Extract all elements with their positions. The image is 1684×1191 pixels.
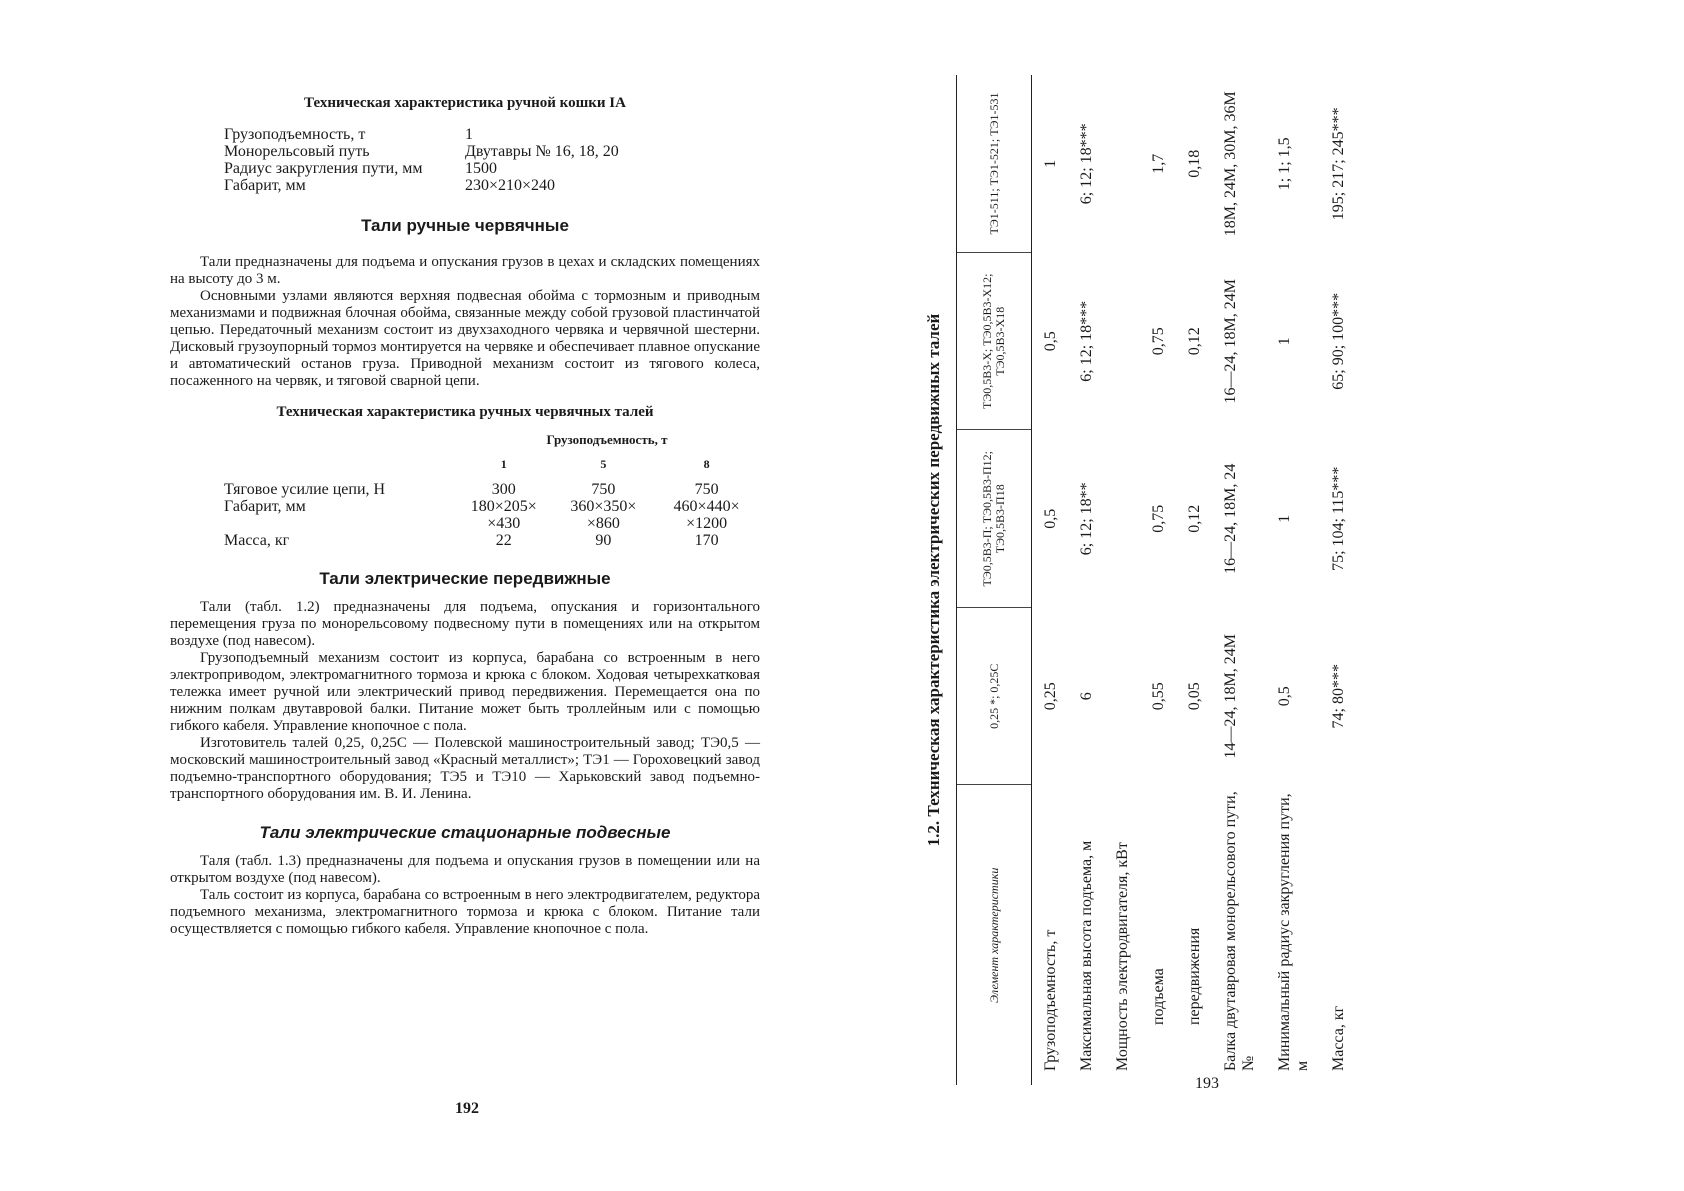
cell: 0,75 [1150,327,1167,356]
cell: 300 [491,481,516,498]
spec-value: 230×210×240 [465,177,556,194]
table-title: 1.2. Техническая характеристика электрических передвижных талей [924,313,943,847]
cell: 16—24, 18М, 24М [1222,279,1239,404]
spec-name: Монорельсовый путь [224,143,370,160]
cell: 170 [694,532,719,549]
left-page [170,95,760,938]
table-row [170,481,760,498]
column-header: Элемент характеристики [957,785,1032,1085]
paragraph: Таль состоит из корпуса, барабана со встроенным в него электродвигателем, редуктора подъемного механизма, электромагнитного тормоза и крюка с блоком. Питание тали осуществляется с помощью гибкого кабеля. Управление кнопочное с пола. [170,887,760,937]
row-label: Мощность электродвигателя, кВт [1114,842,1131,1071]
cell: 750 [591,481,616,498]
row-label: Минимальный радиус закругления пути, м [1276,793,1311,1071]
table-row [170,532,760,549]
cell: 22 [495,532,512,549]
cell: 1,7 [1150,153,1167,174]
row-label: Грузоподъемность, т [1042,929,1059,1071]
worm-hoist-table [170,431,760,549]
cell: 0,12 [1186,327,1203,356]
column-header: ТЭ0,5В3-П; ТЭ0,5В3-П12; ТЭ0,5В3-П18 [957,430,1032,608]
cell: 195; 217; 245*** [1330,107,1347,221]
column-header: ТЭ0,5В3-Х; ТЭ0,5В3-Х12; ТЭ0,5В3-Х18 [957,253,1032,431]
cell: 65; 90; 100*** [1330,292,1347,390]
cart-spec-list [170,126,760,194]
cell [1104,430,1140,608]
cell: 75; 104; 115*** [1330,466,1347,571]
cell: 0,75 [1150,504,1167,533]
cell: 1; 1; 1,5 [1276,137,1293,191]
cell: 6; 12; 18*** [1078,300,1095,382]
cell: 750 [694,481,719,498]
cell: 1 [1276,514,1293,523]
column-header: 5 [600,457,607,471]
column-header: 0,25 *; 0,25С [957,608,1032,786]
heading-stationary-hoists: Тали электрические стационарные подвесные [259,823,671,842]
spec-name: Габарит, мм [224,177,306,194]
cell: 0,5 [1042,331,1059,352]
cell: 460×440× ×1200 [673,498,740,532]
row-label: Масса, кг [224,532,290,549]
spec-name: Грузоподъемность, т [224,126,366,143]
cell: 6; 12; 18*** [1078,123,1095,205]
paragraph: Тали предназначены для подъема и опускания грузов в цехах и складских помещениях на высоту до 3 м. [170,254,760,287]
page-number-left: 192 [455,1100,479,1117]
cell: 0,25 [1042,682,1059,711]
cart-spec-caption: Техническая характеристика ручной кошки IA [304,95,626,111]
table-row [1104,75,1140,1085]
paragraph: Тали (табл. 1.2) предназначены для подъема, опускания и горизонтального перемещения груза по монорельсовому подвесному пути в помещениях или на открытом воздухе (под навесом). [170,599,760,649]
cell: 0,05 [1186,682,1203,711]
spec-value: 1500 [465,160,497,177]
row-label: передвижения [1186,927,1203,1025]
cell: 90 [595,532,612,549]
paragraph: Изготовитель талей 0,25, 0,25С — Полевской машиностроительный завод; ТЭ0,5 — московский машиностроительный завод «Красный металлист»; ТЭ1 — Гороховецкий завод подъемно-транспортного оборудования; ТЭ5 и ТЭ10 — Харьковский завод подъемно-транспортного оборудования им. В. И. Ленина. [170,735,760,802]
cell [1104,253,1140,431]
spec-row [170,160,760,177]
cell: 360×350× ×860 [570,498,637,532]
right-page-rotated-table [896,75,1476,1085]
column-header: ТЭ1-511; ТЭ1-521; ТЭ1-531 [957,75,1032,253]
table-row [1176,75,1212,1085]
capacity-header: Грузоподъемность, т [546,432,668,447]
row-label: подъема [1150,968,1167,1025]
cell: 0,55 [1150,682,1167,711]
worm-table-caption: Техническая характеристика ручных червячных талей [276,404,654,420]
spec-value: Двутавры № 16, 18, 20 [465,143,619,160]
row-label: Максимальная высота подъема, м [1078,840,1095,1071]
table-row [1212,75,1266,1085]
cell: 6 [1078,692,1095,701]
spec-row [170,177,760,194]
spec-name: Радиус закругления пути, мм [224,160,423,177]
page-number-right: 193 [1195,1075,1219,1092]
table-row [1068,75,1104,1085]
row-label: Масса, кг [1330,1005,1347,1071]
cell: 1 [1276,337,1293,346]
spec-row [170,126,760,143]
table-row [1032,75,1069,1085]
paragraph: Таля (табл. 1.3) предназначены для подъема и опускания грузов в помещении или на открытом воздухе (под навесом). [170,853,760,886]
cell: 0,18 [1186,149,1203,178]
row-label: Тяговое усилие цепи, Н [224,481,386,498]
column-header: 8 [703,457,710,471]
heading-mobile-hoists: Тали электрические передвижные [319,569,611,588]
cell: 16—24, 18М, 24 [1222,463,1239,574]
cell: 14—24, 18М, 24М [1222,634,1239,759]
cell: 0,12 [1186,504,1203,533]
table-row [1140,75,1176,1085]
cell: 74; 80*** [1330,664,1347,729]
cell: 0,5 [1276,686,1293,707]
paragraph: Основными узлами являются верхняя подвесная обойма с тормозным и приводным механизмами и подвижная блочная обойма, связанные между собой грузовой пластинчатой цепью. Передаточный механизм состоит из двухзаходного червяка и червячной шестерни. Дисковый грузоупорный тормоз монтируется на червяке и обеспечивает плавное опускание и автоматический останов груза. Приводной механизм состоит из тягового колеса, посаженного на червяк, и тяговой сварной цепи. [170,288,760,389]
table-row [170,498,760,532]
cell: 0,5 [1042,508,1059,529]
table-row [1320,75,1356,1085]
cell [1104,608,1140,786]
electric-hoist-table [956,75,1356,1085]
row-label: Балка двутавровая монорельсового пути, № [1222,791,1257,1071]
paragraph: Грузоподъемный механизм состоит из корпуса, барабана со встроенным в него электроприводом, электромагнитного тормоза и крюка с блоком. Ходовая четырехкатковая тележка имеет ручной или электрический привод передвижения. Перемещается она по нижним полкам двутавровой балки. Питание может быть троллейным или с помощью гибкого кабеля. Управление кнопочное с пола. [170,650,760,734]
column-header: 1 [500,457,507,471]
heading-worm-hoists: Тали ручные червячные [361,216,569,235]
spec-value: 1 [465,126,473,143]
table-row [1266,75,1320,1085]
row-label: Габарит, мм [224,498,306,515]
cell: 18М, 24М, 30М, 36М [1222,91,1239,237]
spec-row [170,143,760,160]
cell [1104,75,1140,253]
cell: 6; 12; 18** [1078,482,1095,556]
cell: 1 [1042,159,1059,168]
cell: 180×205× ×430 [470,498,537,532]
